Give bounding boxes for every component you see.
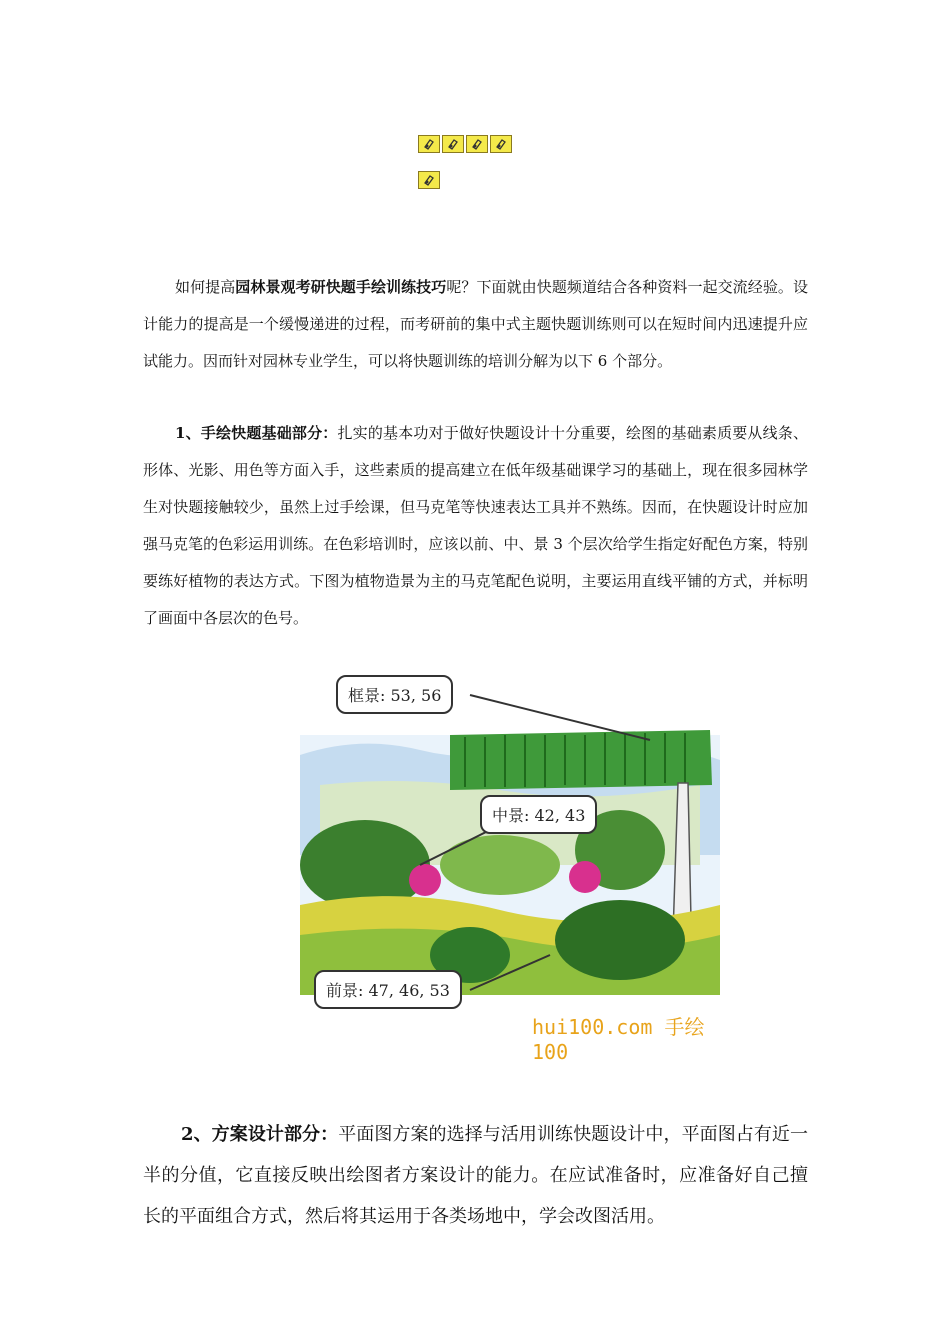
icon-row-1 (418, 135, 512, 153)
intro-pre: 如何提高 (175, 278, 236, 296)
callout-frame-view: 框景: 53, 56 (336, 675, 453, 714)
watermark: hui100.com 手绘100 (532, 1015, 705, 1064)
document-link-icon (418, 171, 440, 189)
callout-front-view: 前景: 47, 46, 53 (314, 970, 462, 1009)
document-link-icon (442, 135, 464, 153)
section2-body: 平面图方案的选择与活用训练快题设计中，平面图占有近一半的分值，它直接反映出绘图者方案设计的能力。在应试准备时，应准备好自己擅长的平面组合方式，然后将其运用于各类场地中，学会改图活用。 (143, 1124, 809, 1227)
callout-middle-view: 中景: 42, 43 (480, 795, 597, 834)
icon-group (418, 135, 512, 207)
landscape-illustration (300, 665, 720, 1064)
intro-bold: 园林景观考研快题手绘训练技巧 (235, 278, 447, 296)
section1-body: 扎实的基本功对于做好快题设计十分重要，绘图的基础素质要从线条、形体、光影、用色等方面入手，这些素质的提高建立在低年级基础课学习的基础上，现在很多园林学生对快题接触较少，虽然上过手绘课，但马克笔等快速表达工具并不熟练。因而，在快题设计时应加强马克笔的色彩运用训练。在色彩培训时，应该以前、中、景 3 个层次给学生指定好配色方案，特别要练好植物的表达方式。下图为植物造景为主的马克笔配色说明，主要运用直线平铺的方式，并标明了画面中各层次的色号。 (143, 424, 808, 627)
section2-heading: 2、方案设计部分： (181, 1124, 339, 1145)
section1-heading: 1、手绘快题基础部分： (175, 424, 338, 442)
document-link-icon (466, 135, 488, 153)
intro-post: 呢？下面就由快题频道结合各种资料一起交流经验。设计能力的提高是一个缓慢递进的过程，而考研前的集中式主题快题训练则可以在短时间内迅速提升应试能力。因而针对园林专业学生，可以将快题训练的培训分解为以下 6 个部分。 (143, 278, 808, 370)
section2-paragraph (143, 1114, 808, 1237)
intro-paragraph (143, 269, 808, 380)
document-link-icon (418, 135, 440, 153)
section1-paragraph (143, 415, 808, 637)
icon-row-2 (418, 171, 512, 189)
document-link-icon (490, 135, 512, 153)
